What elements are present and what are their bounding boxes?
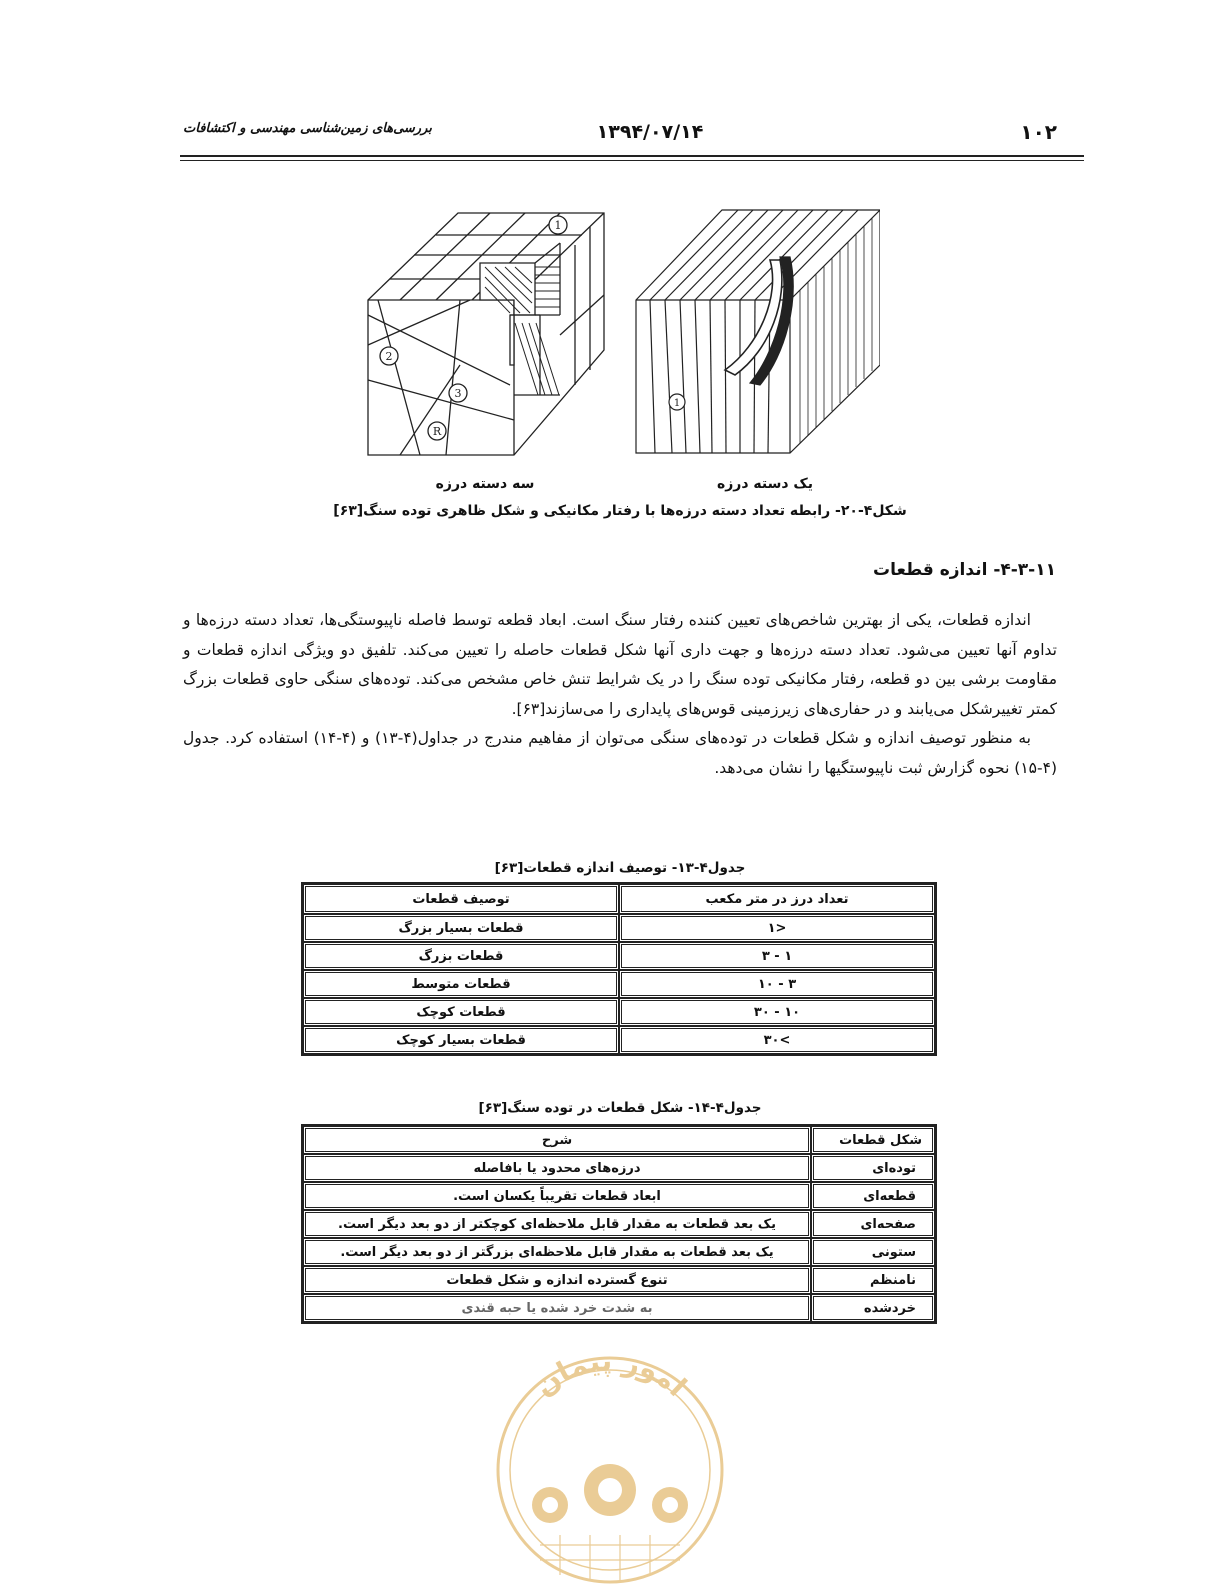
section-heading: ۴-۳-۱۱- اندازه قطعات (873, 560, 1056, 580)
watermark-text: امور پیمان (528, 1343, 694, 1403)
table-row (303, 1266, 935, 1294)
table-cell: یک بعد قطعات به مقدار قابل ملاحظه‌ای بزرگتر از دو بعد دیگر است. (303, 1238, 811, 1266)
header-rule-thin (180, 160, 1084, 161)
table-cell: تنوع گسترده اندازه و شکل قطعات (303, 1266, 811, 1294)
table-cell: به شدت خرد شده یا حبه قندی (303, 1294, 811, 1322)
table-row (303, 1210, 935, 1238)
table-cell: توده‌ای (811, 1154, 935, 1182)
page-number: ۱۰۲ (1020, 120, 1057, 144)
table-header-cell: توصیف قطعات (303, 884, 619, 914)
table-row (303, 1154, 935, 1182)
marker-3: 3 (454, 387, 462, 400)
header-date: ۱۳۹۴/۰۷/۱۴ (596, 121, 704, 143)
table-cell: قطعات بزرگ (303, 942, 619, 970)
figure-caption: شکل۴-۲۰- رابطه تعداد دسته درزه‌ها با رفتار مکانیکی و شکل ظاهری توده سنگ[۶۳] (333, 503, 907, 519)
table-row (303, 942, 935, 970)
table-cell: ستونی (811, 1238, 935, 1266)
one-joint-set-block (636, 210, 880, 453)
table-cell: قطعات متوسط (303, 970, 619, 998)
three-joint-sets-block (368, 213, 604, 455)
journal-title: بررسی‌های زمین‌شناسی مهندسی و اکتشافات (183, 121, 432, 136)
table-header-cell: شکل قطعات (811, 1126, 935, 1154)
joint-sets-figure (360, 205, 880, 463)
table-cell: قطعه‌ای (811, 1182, 935, 1210)
table-cell: نامنظم (811, 1266, 935, 1294)
svg-text:امور پیمان (528, 1344, 693, 1403)
table-header-cell: شرح (303, 1126, 811, 1154)
table-cell: خردشده (811, 1294, 935, 1322)
three-joint-sets-caption: سه دسته درزه (435, 476, 535, 492)
marker-1-right: 1 (673, 398, 681, 409)
table-cell: ۱۰ - ۳۰ (619, 998, 935, 1026)
table-cell: قطعات بسیار بزرگ (303, 914, 619, 942)
header-rule (180, 155, 1084, 157)
watermark-seal (480, 1340, 740, 1584)
table-header-row (303, 1126, 935, 1154)
marker-R: R (432, 425, 442, 438)
table-row (303, 998, 935, 1026)
table-cell: ۱ - ۳ (619, 942, 935, 970)
table-row (303, 914, 935, 942)
table1-caption: جدول۴-۱۳- توصیف اندازه قطعات[۶۳] (494, 860, 746, 876)
table-cell: قطعات بسیار کوچک (303, 1026, 619, 1054)
table-row (303, 1182, 935, 1210)
block-shape-table (301, 1124, 937, 1324)
marker-1-left: 1 (554, 219, 562, 232)
table-header-cell: تعداد درز در متر مکعب (619, 884, 935, 914)
table-cell: درزه‌های محدود یا بافاصله (303, 1154, 811, 1182)
table-header-row (303, 884, 935, 914)
table-cell: صفحه‌ای (811, 1210, 935, 1238)
paragraph-1: اندازه قطعات، یکی از بهترین شاخص‌های تعیین کننده رفتار سنگ است. ابعاد قطعه توسط فاصله ناپیوستگی‌ها، تعداد دسته درزه‌ها و تداوم آنها تعیین می‌شود. تعداد دسته درزه‌ها و جهت داری آنها شکل قطعات حاصله را تعیین می‌کند. تلفیق دو ویژگی اندازه قطعات و مقاومت برشی بین دو قطعه، رفتار مکانیکی توده سنگ را در یک شرایط تنش خاص مشخص می‌کند. توده‌های سنگی حاوی قطعات بزرگ کمتر تغییرشکل می‌یابند و در حفاری‌های زیرزمینی قوس‌های پایداری را می‌سازند[۶۳]. (183, 611, 1057, 718)
table-row (303, 1026, 935, 1054)
body-text (183, 606, 1057, 783)
table-cell: ابعاد قطعات تقریباً یکسان است. (303, 1182, 811, 1210)
table-row (303, 1294, 935, 1322)
table2-caption: جدول۴-۱۴- شکل قطعات در توده سنگ[۶۳] (478, 1100, 762, 1116)
table-cell: یک بعد قطعات به مقدار قابل ملاحظه‌ای کوچکتر از دو بعد دیگر است. (303, 1210, 811, 1238)
paragraph-2: به منظور توصیف اندازه و شکل قطعات در توده‌های سنگی می‌توان از مفاهیم مندرج در جداول(۴-۱۳) و (۴-۱۴) استفاده کرد. جدول (۴-۱۵) نحوه گزارش ثبت ناپیوستگیها را نشان می‌دهد. (183, 729, 1057, 777)
table-row (303, 1238, 935, 1266)
table-row (303, 970, 935, 998)
table-cell: <۱ (619, 914, 935, 942)
table-cell: ۳ - ۱۰ (619, 970, 935, 998)
marker-2: 2 (385, 350, 393, 363)
table-cell: >۳۰ (619, 1026, 935, 1054)
one-joint-set-caption: یک دسته درزه (716, 476, 814, 492)
block-size-table (301, 882, 937, 1056)
table-cell: قطعات کوچک (303, 998, 619, 1026)
